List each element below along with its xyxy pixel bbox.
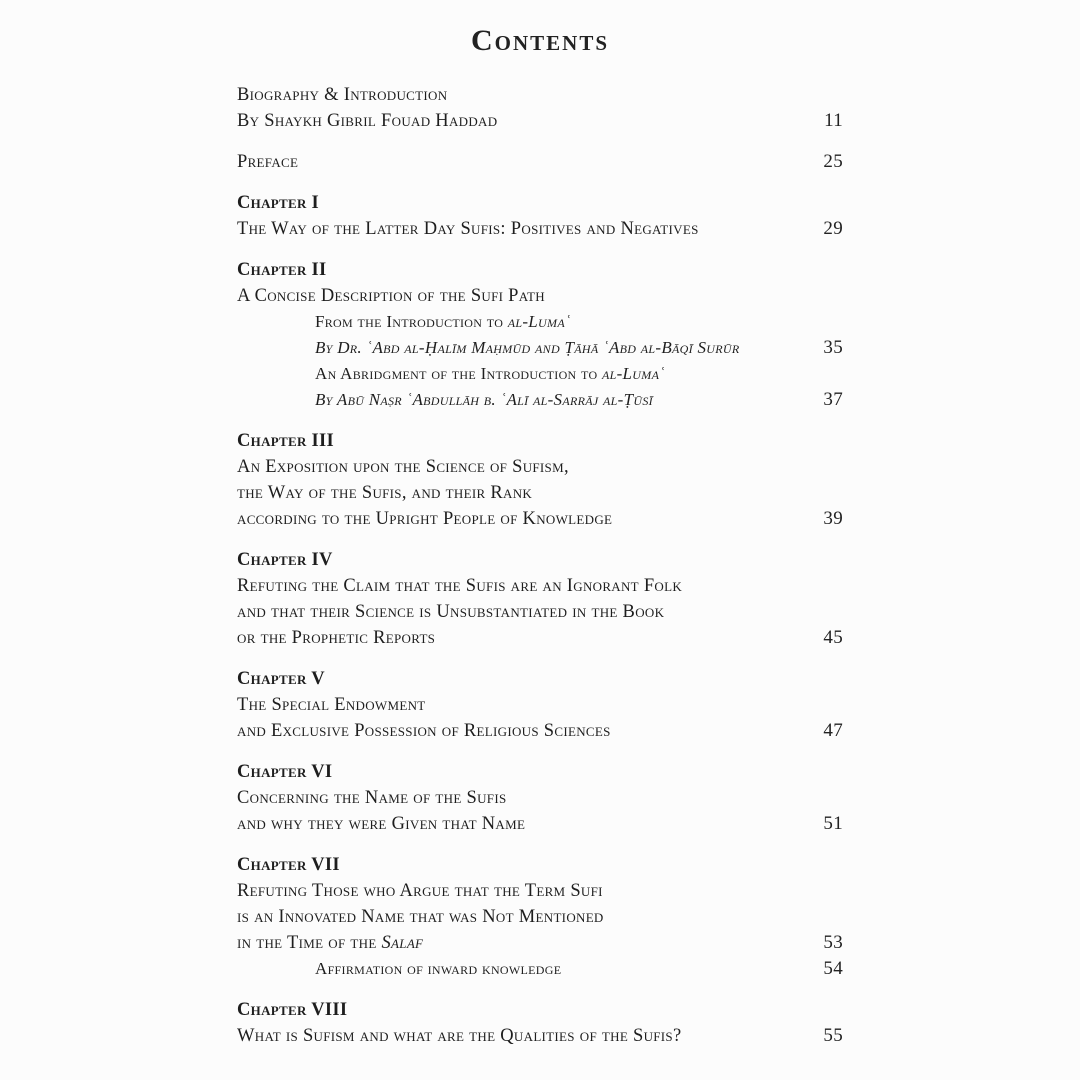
toc-line-text <box>237 785 507 811</box>
toc-line <box>237 599 843 625</box>
page-number: 47 <box>823 720 843 741</box>
page-number: 55 <box>823 1025 843 1046</box>
toc-entries <box>237 82 843 1049</box>
toc-line-text <box>237 216 699 242</box>
toc-line <box>237 666 843 692</box>
page-number: 35 <box>823 337 843 358</box>
text-segment: Chapter I <box>237 193 320 213</box>
toc-line <box>237 257 843 283</box>
text-segment: What is Sufism and what are the Qualities of the Sufis? <box>237 1026 682 1046</box>
text-segment: Concerning the Name of the Sufis <box>237 788 507 808</box>
toc-entry-chapter-6 <box>237 759 843 837</box>
toc-line-text <box>237 599 664 625</box>
text-segment: An Abridgment of the Introduction to <box>315 364 602 383</box>
toc-line-text <box>315 956 561 982</box>
toc-entry-chapter-4 <box>237 547 843 651</box>
toc-line <box>237 335 843 361</box>
toc-entry-chapter-3 <box>237 428 843 532</box>
text-segment: Chapter VI <box>237 762 333 782</box>
toc-line-text <box>315 335 740 361</box>
toc-line <box>237 190 843 216</box>
toc-line-text <box>237 692 426 718</box>
page-number: 11 <box>824 110 843 131</box>
toc-line <box>237 718 843 744</box>
page-title: Contents <box>470 24 610 57</box>
toc-line-text <box>237 428 334 454</box>
toc-line-text <box>237 852 340 878</box>
toc-line-text <box>237 190 319 216</box>
text-segment: Chapter VIII <box>237 1000 348 1020</box>
text-segment: Chapter VII <box>237 855 340 875</box>
toc-line <box>237 930 843 956</box>
text-segment: Affirmation of inward knowledge <box>315 959 562 978</box>
toc-entry-chapter-1 <box>237 190 843 242</box>
toc-entry-preface <box>237 149 843 175</box>
text-segment: in the Time of the <box>237 933 382 953</box>
toc-line-text <box>237 718 611 744</box>
toc-line-text <box>237 82 447 108</box>
italic-text-segment: al-Lumaʿ <box>601 364 666 383</box>
text-segment: By Dr. ʿAbd al-Ḥalīm Maḥmūd and Ṭāhā ʿAbd al-Bāqī Surūr <box>315 338 740 357</box>
toc-entry-biography <box>237 82 843 134</box>
toc-line <box>237 997 843 1023</box>
toc-line <box>237 547 843 573</box>
text-segment: the Way of the Sufis, and their Rank <box>237 483 533 503</box>
text-segment: Chapter III <box>237 431 335 451</box>
text-segment: is an Innovated Name that was Not Mentioned <box>237 907 604 927</box>
toc-line-text <box>237 1023 681 1049</box>
toc-line <box>237 878 843 904</box>
text-segment: according to the Upright People of Knowledge <box>237 509 613 529</box>
toc-line-text <box>237 904 604 930</box>
page-number: 53 <box>823 932 843 953</box>
toc-line <box>237 759 843 785</box>
toc-line <box>237 387 843 413</box>
toc-line <box>237 852 843 878</box>
text-segment: An Exposition upon the Science of Sufism, <box>237 457 569 477</box>
page-number: 39 <box>823 508 843 529</box>
toc-line-text <box>237 547 333 573</box>
toc-line-text <box>237 878 603 904</box>
text-segment: By Shaykh Gibril Fouad Haddad <box>237 111 498 131</box>
toc-line-text <box>237 573 682 599</box>
toc-line <box>237 108 843 134</box>
toc-line <box>237 692 843 718</box>
toc-line-text <box>237 625 435 651</box>
toc-line <box>237 506 843 532</box>
toc-line-text <box>237 811 525 837</box>
text-segment: Refuting Those who Argue that the Term Sufi <box>237 881 603 901</box>
toc-line-text <box>315 361 665 387</box>
page-number: 25 <box>823 151 843 172</box>
page-number: 54 <box>823 958 843 979</box>
toc-line-text <box>237 283 545 309</box>
page-number: 37 <box>823 389 843 410</box>
toc-entry-chapter-2 <box>237 257 843 413</box>
toc-line-text <box>237 666 325 692</box>
toc-line-text <box>237 257 327 283</box>
toc-line-text <box>237 480 532 506</box>
text-segment: From the Introduction to <box>315 312 508 331</box>
toc-line-text <box>315 387 653 413</box>
text-segment: Preface <box>237 152 299 172</box>
toc-line-text <box>237 506 612 532</box>
toc-line-text <box>237 454 569 480</box>
toc-line <box>237 309 843 335</box>
toc-line <box>237 454 843 480</box>
toc-line <box>237 573 843 599</box>
toc-line <box>237 811 843 837</box>
toc-line <box>237 956 843 982</box>
toc-entry-chapter-5 <box>237 666 843 744</box>
toc-line-text <box>237 759 332 785</box>
page-number: 45 <box>823 627 843 648</box>
text-segment: By Abū Naṣr ʿAbdullāh b. ʿAlī al-Sarrāj al-Ṭūsī <box>315 390 653 409</box>
toc-line <box>237 625 843 651</box>
toc-line <box>237 216 843 242</box>
italic-text-segment: Salaf <box>381 933 424 953</box>
toc-line <box>237 1023 843 1049</box>
toc-line-text <box>237 108 497 134</box>
text-segment: Refuting the Claim that the Sufis are an Ignorant Folk <box>237 576 683 596</box>
text-segment: A Concise Description of the Sufi Path <box>237 286 545 306</box>
toc-line-text <box>237 930 423 956</box>
text-segment: Chapter II <box>237 260 327 280</box>
toc-line-text <box>237 149 298 175</box>
toc-entry-chapter-8 <box>237 997 843 1049</box>
page-number: 29 <box>823 218 843 239</box>
text-segment: and why they were Given that Name <box>237 814 526 834</box>
toc-line <box>237 361 843 387</box>
text-segment: The Special Endowment <box>237 695 426 715</box>
text-segment: and that their Science is Unsubstantiated in the Book <box>237 602 665 622</box>
toc-line <box>237 480 843 506</box>
toc-line <box>237 785 843 811</box>
text-segment: Chapter V <box>237 669 325 689</box>
toc-line <box>237 904 843 930</box>
toc-line <box>237 283 843 309</box>
text-segment: and Exclusive Possession of Religious Sciences <box>237 721 611 741</box>
toc-line-text <box>237 997 347 1023</box>
toc-line <box>237 149 843 175</box>
toc-line-text <box>315 309 571 335</box>
toc-line <box>237 428 843 454</box>
toc-line <box>237 82 843 108</box>
page-number: 51 <box>823 813 843 834</box>
text-segment: or the Prophetic Reports <box>237 628 436 648</box>
text-segment: Biography & Introduction <box>237 85 448 105</box>
toc-entry-chapter-7 <box>237 852 843 982</box>
text-segment: The Way of the Latter Day Sufis: Positives and Negatives <box>237 219 699 239</box>
text-segment: Chapter IV <box>237 550 333 570</box>
italic-text-segment: al-Lumaʿ <box>507 312 571 331</box>
